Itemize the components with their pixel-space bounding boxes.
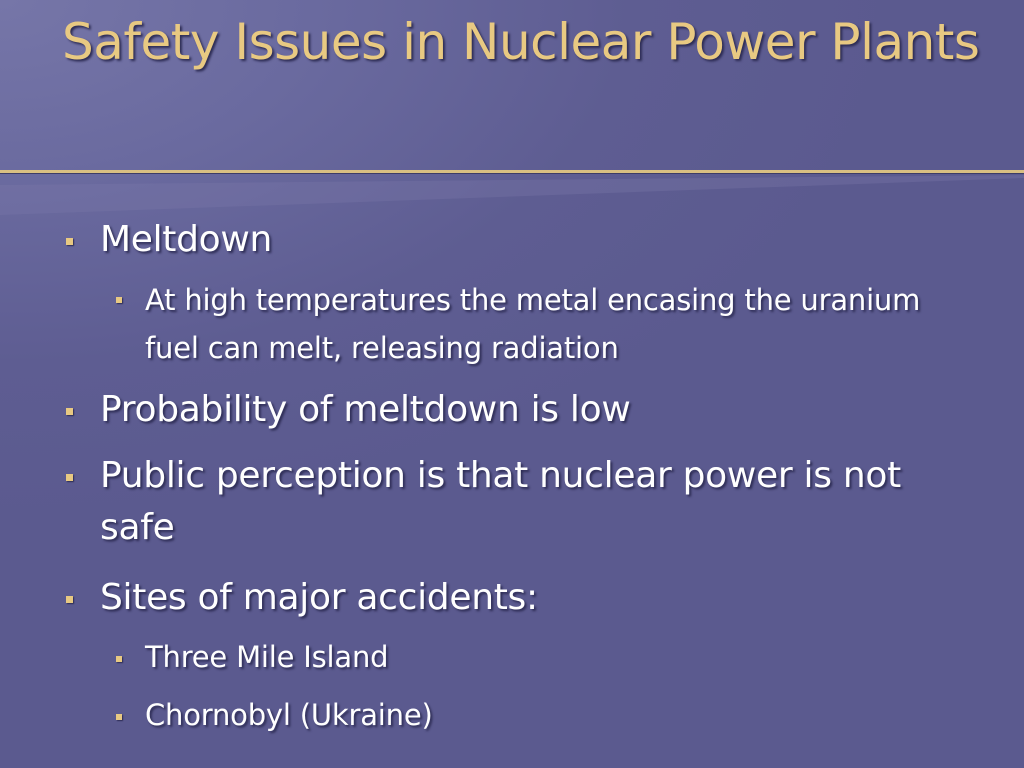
bullet-probability: Probability of meltdown is low [100,389,631,430]
square-bullet-icon [66,474,73,481]
sub-bullet-meltdown-detail: At high temperatures the metal encasing the uranium fuel can melt, releasing radiation [145,283,921,365]
square-bullet-icon [66,408,73,415]
slide-title: Safety Issues in Nuclear Power Plants [62,13,980,71]
sub-bullet-chornobyl: Chornobyl (Ukraine) [145,698,433,732]
bullet-meltdown: Meltdown [100,219,273,260]
sub-bullet-three-mile-island: Three Mile Island [145,640,389,674]
square-bullet-icon [116,714,122,720]
title-divider [0,170,1024,174]
bullet-accident-sites: Sites of major accidents: [100,577,538,618]
square-bullet-icon [116,656,122,662]
bullet-public-perception: Public perception is that nuclear power is not safe [100,455,901,548]
square-bullet-icon [116,297,122,303]
square-bullet-icon [66,596,73,603]
square-bullet-icon [66,238,73,245]
